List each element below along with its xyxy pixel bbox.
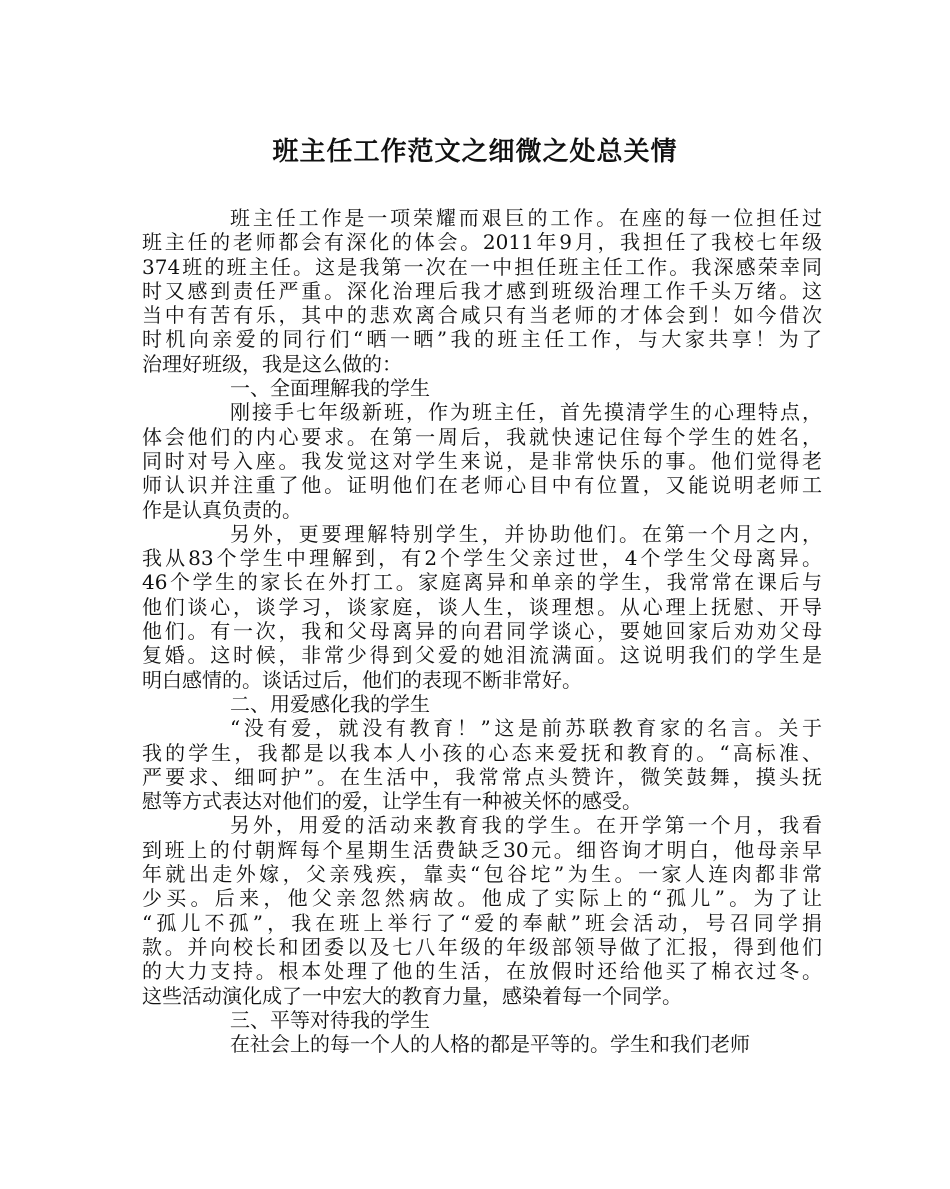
text-line: 复婚。这时候，非常少得到父爱的她泪流满面。这说明我们的学生是 xyxy=(142,643,822,668)
text-line: 年就出走外嫁，父亲残疾，靠卖“包谷坨”为生。一家人连肉都非常 xyxy=(142,862,822,887)
document-body xyxy=(142,206,822,1056)
text-line: “没有爱，就没有教育！”这是前苏联教育家的名言。关于 xyxy=(230,716,822,741)
text-line: 二、用爱感化我的学生 xyxy=(230,691,430,716)
text-line: 我从83个学生中理解到，有2个学生父亲过世，4个学生父母离异。 xyxy=(142,546,822,571)
document-title: 班主任工作范文之细微之处总关情 xyxy=(272,137,678,167)
text-line: 三、平等对待我的学生 xyxy=(230,1007,430,1032)
text-line: 班主任的老师都会有深化的体会。2011年9月，我担任了我校七年级 xyxy=(142,230,822,255)
text-line: 到班上的付朝辉每个星期生活费缺乏30元。细咨询才明白，他母亲早 xyxy=(142,837,822,862)
text-line: 作是认真负责的。 xyxy=(142,497,302,522)
text-line: 我的学生，我都是以我本人小孩的心态来爱抚和教育的。“高标准、 xyxy=(142,740,822,765)
text-line: 一、全面理解我的学生 xyxy=(230,376,430,401)
text-line: 明白感情的。谈话过后，他们的表现不断非常好。 xyxy=(142,667,582,692)
text-line: 在社会上的每一个人的人格的都是平等的。学生和我们老师 xyxy=(230,1032,750,1057)
text-line: 慰等方式表达对他们的爱，让学生有一种被关怀的感受。 xyxy=(142,789,642,814)
text-line: 治理好班级，我是这么做的： xyxy=(142,351,402,376)
text-line: 时又感到责任严重。深化治理后我才感到班级治理工作千头万绪。这 xyxy=(142,278,822,303)
text-line: 师认识并注重了他。证明他们在老师心目中有位置，又能说明老师工 xyxy=(142,473,822,498)
text-line: 当中有苦有乐，其中的悲欢离合咸只有当老师的才体会到！如今借次 xyxy=(142,303,822,328)
text-line: “孤儿不孤”，我在班上举行了“爱的奉献”班会活动，号召同学捐 xyxy=(142,910,822,935)
text-line: 款。并向校长和团委以及七八年级的年级部领导做了汇报，得到他们 xyxy=(142,934,822,959)
text-line: 严要求、细呵护”。在生活中，我常常点头赞许，微笑鼓舞，摸头抚 xyxy=(142,764,822,789)
text-line: 体会他们的内心要求。在第一周后，我就快速记住每个学生的姓名， xyxy=(142,424,822,449)
text-line: 这些活动演化成了一中宏大的教育力量，感染着每一个同学。 xyxy=(142,983,682,1008)
text-line: 他们谈心，谈学习，谈家庭，谈人生，谈理想。从心理上抚慰、开导 xyxy=(142,594,822,619)
text-line: 另外，更要理解特别学生，并协助他们。在第一个月之内， xyxy=(230,521,822,546)
text-line: 少买。后来，他父亲忽然病故。他成了实际上的“孤儿”。为了让 xyxy=(142,886,822,911)
text-line: 另外，用爱的活动来教育我的学生。在开学第一个月，我看 xyxy=(230,813,822,838)
text-line: 的大力支持。根本处理了他的生活，在放假时还给他买了棉衣过冬。 xyxy=(142,959,822,984)
text-line: 班主任工作是一项荣耀而艰巨的工作。在座的每一位担任过 xyxy=(230,206,822,230)
text-line: 374班的班主任。这是我第一次在一中担任班主任工作。我深感荣幸同 xyxy=(142,254,822,279)
text-line: 刚接手七年级新班，作为班主任，首先摸清学生的心理特点， xyxy=(230,400,822,425)
text-line: 46个学生的家长在外打工。家庭离异和单亲的学生，我常常在课后与 xyxy=(142,570,822,595)
text-line: 他们。有一次，我和父母离异的向君同学谈心，要她回家后劝劝父母 xyxy=(142,619,822,644)
text-line: 同时对号入座。我发觉这对学生来说，是非常快乐的事。他们觉得老 xyxy=(142,448,822,473)
text-line: 时机向亲爱的同行们“晒一晒”我的班主任工作，与大家共享！为了 xyxy=(142,327,822,352)
